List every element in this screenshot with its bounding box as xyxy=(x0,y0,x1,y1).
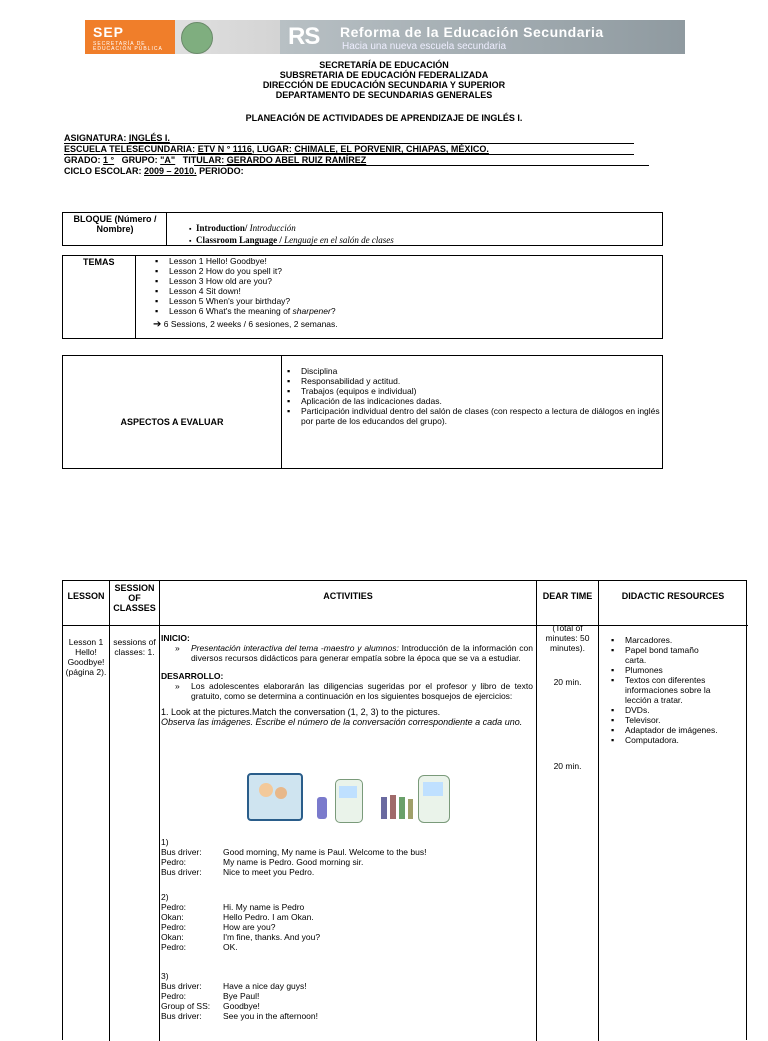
sep-logo-subtitle: SECRETARÍA DE EDUCACIÓN PÚBLICA xyxy=(93,41,163,52)
resource-item: ▪ DVDs. xyxy=(609,705,721,715)
time-inicio: 20 min. xyxy=(553,677,582,687)
grado-label: GRADO: xyxy=(64,155,101,165)
resource-item: ▪ Plumones xyxy=(609,665,721,675)
time-desarrollo: 20 min. xyxy=(553,761,582,771)
picture-bus-front-2 xyxy=(418,775,450,823)
bloque-item-2: ▪ Classroom Language / Lenguaje en el salón de clases xyxy=(189,235,394,245)
temas-item: ▪ Lesson 3 How old are you? xyxy=(153,276,653,286)
lugar-label: , LUGAR: xyxy=(251,144,292,154)
aspectos-label: ASPECTOS A EVALUAR xyxy=(120,417,224,427)
titular-underline xyxy=(194,165,649,166)
desarrollo-text: » Los adolescentes elaborarán las diligencias sugeridas por el profesor y libro de texto gratuito, como se determina a continuación en los siguientes bosquejos de ejercicios: xyxy=(175,681,533,701)
resource-item: ▪ Computadora. xyxy=(609,735,721,745)
time-total: (Total of minutes: 50 minutes). xyxy=(545,623,590,653)
escuela-row xyxy=(64,144,489,154)
header-session: SESSION OF CLASSES xyxy=(113,583,156,613)
temas-item: ▪ Lesson 4 Sit down! xyxy=(153,286,653,296)
ciclo-value: 2009 – 2010. xyxy=(144,166,197,176)
lugar-value: CHIMALE, EL PORVENIR, CHIAPAS, MÉXICO. xyxy=(294,144,489,154)
aspectos-list xyxy=(285,366,661,426)
picture-group-students xyxy=(381,787,413,819)
rs-logo-text: RS xyxy=(288,23,320,50)
escuela-label: ESCUELA TELESECUNDARIA: xyxy=(64,144,196,154)
reforma-title: Reforma de la Educación Secundaria xyxy=(340,24,604,40)
temas-label: TEMAS xyxy=(83,257,115,267)
temas-sessions: ➔ 6 Sessions, 2 weeks / 6 sesiones, 2 semanas. xyxy=(153,319,338,330)
inicio-text: » Presentación interactiva del tema -maestro y alumnos: Introducción de la información con diversos recursos didácticos para generar empatía sobre la época que se va a estudiar. xyxy=(175,643,533,663)
asignatura-value: INGLÉS I. xyxy=(128,133,170,143)
bloque-label: BLOQUE (Número / Nombre) xyxy=(73,214,157,234)
temas-item: ▪ Lesson 6 What's the meaning of sharpener? xyxy=(153,306,653,316)
sep-logo xyxy=(85,20,175,54)
inicio-label: INICIO: xyxy=(161,633,190,643)
grado-row xyxy=(64,155,366,165)
resources-list xyxy=(609,635,721,745)
picture-student xyxy=(317,797,327,819)
periodo-label: PERIODO: xyxy=(199,166,244,176)
grado-value: 1 ° xyxy=(103,155,115,165)
plan-title: PLANEACIÓN DE ACTIVIDADES DE APRENDIZAJE DE INGLÉS I. xyxy=(245,113,523,123)
sep-logo-text: SEP xyxy=(93,24,125,40)
temas-list xyxy=(153,256,653,316)
activities-cell xyxy=(161,633,533,727)
temas-item: ▪ Lesson 2 How do you spell it? xyxy=(153,266,653,276)
bloque-box xyxy=(62,212,663,246)
picture-bus-front xyxy=(335,779,363,823)
temas-box xyxy=(62,255,663,339)
resource-item: ▪ Textos con diferentes informaciones sobre la lección a tratar. xyxy=(609,675,721,705)
dialog-3: 3) Bus driver: Have a nice day guys! Pedro: Bye Paul! Group of SS: Goodbye! Bus driver: See you in the afternoon! xyxy=(161,971,318,1021)
exercise-instruction-en: 1. Look at the pictures.Match the conversation (1, 2, 3) to the pictures. xyxy=(161,707,441,717)
grupo-value: "A" xyxy=(160,155,176,165)
aspectos-item: ▪ Participación individual dentro del salón de clases (con respecto a lectura de diálogos en inglés por parte de los educandos del grupo). xyxy=(285,406,661,426)
resource-item: ▪ Marcadores. xyxy=(609,635,721,645)
grupo-label: GRUPO: xyxy=(121,155,158,165)
dialog-1: 1) Bus driver: Good morning, My name is Paul. Welcome to the bus! Pedro: My name is Pedro. Good morning sir. Bus driver: Nice to meet you Pedro. xyxy=(161,837,427,877)
temas-item: ▪ Lesson 5 When's your birthday? xyxy=(153,296,653,306)
resource-item: ▪ Televisor. xyxy=(609,715,721,725)
mexico-seal-icon xyxy=(181,22,213,54)
titular-value: GERARDO ABEL RUIZ RAMÍREZ xyxy=(226,155,367,165)
exercise-instruction-es: Observa las imágenes. Escribe el número de la conversación correspondiente a cada uno. xyxy=(161,717,523,727)
session-cell: sessions of classes: 1. xyxy=(113,637,156,657)
header-line-2: SUBSRETARIA DE EDUCACIÓN FEDERALIZADA xyxy=(279,70,489,80)
header-activities: ACTIVITIES xyxy=(323,591,373,601)
header-resources: DIDACTIC RESOURCES xyxy=(621,591,725,601)
asignatura-row xyxy=(64,133,170,143)
header-line-4: DEPARTAMENTO DE SECUNDARIAS GENERALES xyxy=(275,90,493,100)
header-line-1: SECRETARÍA DE EDUCACIÓN xyxy=(319,60,449,70)
header-lesson: LESSON xyxy=(67,591,105,601)
dialog-2: 2) Pedro: Hi. My name is Pedro Okan: Hello Pedro. I am Okan. Pedro: How are you? Okan: I'm fine, thanks. And you? Pedro: OK. xyxy=(161,892,321,952)
escuela-value: ETV N ° 1116 xyxy=(197,144,252,154)
asignatura-label: ASIGNATURA: xyxy=(64,133,127,143)
reforma-subtitle: Hacia una nueva escuela secundaria xyxy=(342,41,506,52)
aspectos-item: ▪ Aplicación de las indicaciones dadas. xyxy=(285,396,661,406)
reforma-logo xyxy=(280,20,685,54)
arrow-right-icon: ➔ xyxy=(153,319,162,330)
aspectos-item: ▪ Responsabilidad y actitud. xyxy=(285,376,661,386)
aspectos-item: ▪ Disciplina xyxy=(285,366,661,376)
ciclo-label: CICLO ESCOLAR: xyxy=(64,166,142,176)
aspectos-item: ▪ Trabajos (equipos e individual) xyxy=(285,386,661,396)
lesson-cell: Lesson 1 Hello! Goodbye! (página 2). xyxy=(65,637,107,677)
aspectos-box xyxy=(62,355,663,469)
header-banner xyxy=(85,20,685,54)
picture-bus-window xyxy=(247,773,303,821)
titular-label: TITULAR: xyxy=(182,155,225,165)
resource-item: ▪ Adaptador de imágenes. xyxy=(609,725,721,735)
desarrollo-label: DESARROLLO: xyxy=(161,671,224,681)
lesson-table xyxy=(62,580,747,1040)
bloque-item-1: ▪ Introduction/ Introducción xyxy=(189,223,296,233)
ciclo-row xyxy=(64,166,244,176)
header-line-3: DIRECCIÓN DE EDUCACIÓN SECUNDARIA Y SUPERIOR xyxy=(262,80,506,90)
resource-item: ▪ Papel bond tamaño carta. xyxy=(609,645,721,665)
header-time: DEAR TIME xyxy=(542,591,593,601)
temas-item: ▪ Lesson 1 Hello! Goodbye! xyxy=(153,256,653,266)
